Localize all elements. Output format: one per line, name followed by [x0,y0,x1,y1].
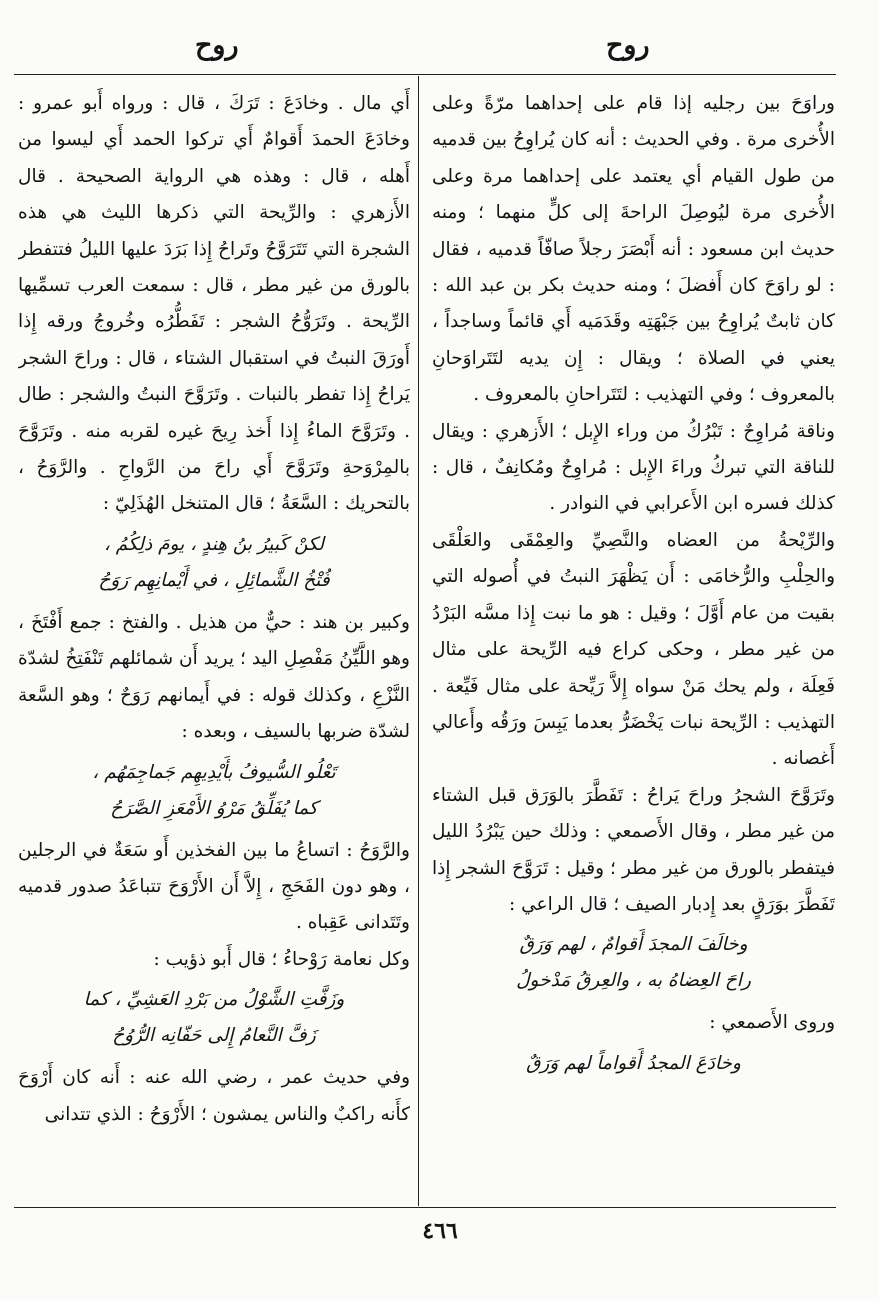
header-rule [14,74,836,75]
right-column [432,86,835,1201]
paragraph: وفي حديث عمر ، رضي الله عنه : أَنه كان أَرْوَحَ كأَنه راكبٌ والناس يمشون ؛ الأَرْوَحُ : الذي تتدانى [18,1067,410,1125]
verse-line: وخادَعَ المجدُ أَقواماً لهم وَرَقٌ [526,1052,741,1074]
page-number: ٤٦٦ [422,1218,458,1244]
paragraph: وكل نعامة رَوْحاءُ ؛ قال أَبو ذؤيب : [153,948,410,970]
footer-rule [14,1207,836,1208]
running-head-left: روح [195,30,239,61]
verse-line: وزَفَّتِ الشَّوْلُ من بَرْدِ العَشِيِّ ، كما [83,989,345,1011]
poem-verse [18,755,410,827]
poem-verse [18,527,410,599]
verse-line: تَعْلُو السُّيوفُ بأَيْدِيهِم جَماجِمَهُم ، [92,761,336,783]
verse-line: لكنْ كَبيرُ بنُ هِندٍ ، يومَ ذلِكُمُ ، [103,533,325,555]
verse-line: وخالَفَ المجدَ أَقوامٌ ، لهم وَرَقٌ [519,934,748,956]
left-column [18,86,410,1201]
verse-line: زَفَّ النَّعامُ إِلى حَفّانِه الرُّوُحُ [112,1025,316,1047]
paragraph: وروى الأَصمعي : [709,1012,835,1034]
poem-verse [432,1046,835,1082]
paragraph: وناقة مُراوِحٌ : تَبْرُكُ من وراء الإِبل ؛ الأَزهري : ويقال للناقة التي تبركُ وراءَ الإِبل : مُراوِحٌ ومُكانِفٌ ، قال : كذلك فسره ابن الأَعرابي في النوادر . [432,420,835,515]
running-head-right: روح [606,30,650,61]
paragraph: وكبير بن هند : حيٌّ من هذيل . والفتخ : جمع أَفْتَخَ ، وهو اللَّيِّنُ مَفْصِلِ اليد ؛ يريد أَن شمائلهم تَنْفَتِخُ لشدّة النَّزْعِ ، وكذلك قوله : في أَيمانهم رَوَحٌ ؛ وهو السَّعة لشدّة ضربها بالسيف ، وبعده : [18,611,410,743]
paragraph: أَي مال . وخادَعَ : تَرَكَ ، قال : ورواه أَبو عمرو : وخادَعَ الحمدَ أَقوامٌ أَي تركوا الحمد أَي ليسوا من أَهله ، قال : وهذه هي الرواية الصحيحة . قال الأَزهري : والرِّيحة التي ذكرها الليث هي هذه الشجرة التي تَتَرَوَّحُ وتَراحُ إِذا بَرَدَ عليها الليلُ فتتفطر بالورق من غير مطر ، قال : سمعت العرب تسمِّيها الرِّيحة . وتَرَوُّحُ الشجر : تَفَطُّرُه وخُروجُ ورقه إِذا أَورَقَ النبتُ في استقبال الشتاء ، قال : وراحَ الشجر يَراحُ إِذا تفطر بالنبات . وتَرَوَّحَ النبتُ والشجر : طال . وتَرَوَّحَ الماءُ إِذا أَخذ رِيحَ غيره لقربه منه . وتَرَوَّحَ بالمِرْوَحةِ وتَرَوَّحَ أَي راحَ من الرَّواحِ . والرَّوَحُ ، بالتحريك : السَّعَةُ ؛ قال المتنخل الهُذَلِيّ : [18,93,410,515]
paragraph: والرِّيْحةُ من العضاه والنَّصِيِّ والعِمْقَى والعَلْقَى والحِلْبِ والرُّخامَى : أَن يَظْهَرَ النبتُ في أُصوله التي بقيت من عام أَوَّلَ ؛ وقيل : هو ما نبت إِذا مسَّه البَرْدُ من غير مطر ، وحكى كراع فيه الرِّيحة على مثال فَعِلَة ، ولم يحك مَنْ سواه إِلاَّ رَيِّحة على مثال فَيِّعة . التهذيب : الرِّيحة نبات يَخْضَرُّ بعدما يَبِسَ ورَقُه وأَعالي أَغصانه . [432,529,835,770]
paragraph: وتَرَوَّحَ الشجرُ وراحَ يَراحُ : تَفَطَّرَ بالوَرَق قبل الشتاء من غير مطر ، وقال الأَصمعي : وذلك حين يَبْرُدُ الليل فيتفطر بالورق من غير مطر ؛ وقيل : تَرَوَّحَ الشجر إِذا تَفَطَّرَ بوَرَقٍ بعد إِدبار الصيف ؛ قال الراعي : [432,784,835,915]
paragraph: والرَّوَحُ : اتساعُ ما بين الفخذين أَو سَعَةٌ في الرجلين ، وهو دون الفَحَجِ ، إِلاَّ أَن الأَرْوَحَ تتباعَدُ صدور قدميه وتَتَدانى عَقِباه . [18,839,410,934]
paragraph: وراوَحَ بين رجليه إذا قام على إحداهما مرّةً وعلى الأُخرى مرة . وفي الحديث : أنه كان يُراوِحُ بين قدميه من طول القيام أي يعتمد على إحداهما مرة وعلى الأُخرى مرة ليُوصِلَ الراحةَ إلى كلٍّ منهما ؛ ومنه حديث ابن مسعود : أنه أَبْصَرَ رجلاً صافّاً قدميه ، فقال : لو راوَحَ كان أَفضلَ ؛ ومنه حديث بكر بن عبد الله : كان ثابتٌ يُراوِحُ بين جَبْهَتِه وقَدَمَيه أَي قائماً وساجداً ، يعني في الصلاة ؛ ويقال : إِن يديه لتَتَراوَحانِ بالمعروف ؛ وفي التهذيب : لتَتَراحانِ بالمعروف . [432,93,835,406]
poem-verse [432,927,835,999]
column-divider [418,76,419,1206]
verse-line: راحَ العِضاهُ به ، والعِرقُ مَدْخولُ [516,970,751,992]
verse-line: كما يُفَلِّقُ مَرْوُ الأَمْعَزِ الصَّرَحُ [110,797,318,819]
verse-line: فُتْخُ الشَّمائِلِ ، في أَيْمانِهِم رَوَحُ [98,569,330,591]
poem-verse [18,982,410,1054]
